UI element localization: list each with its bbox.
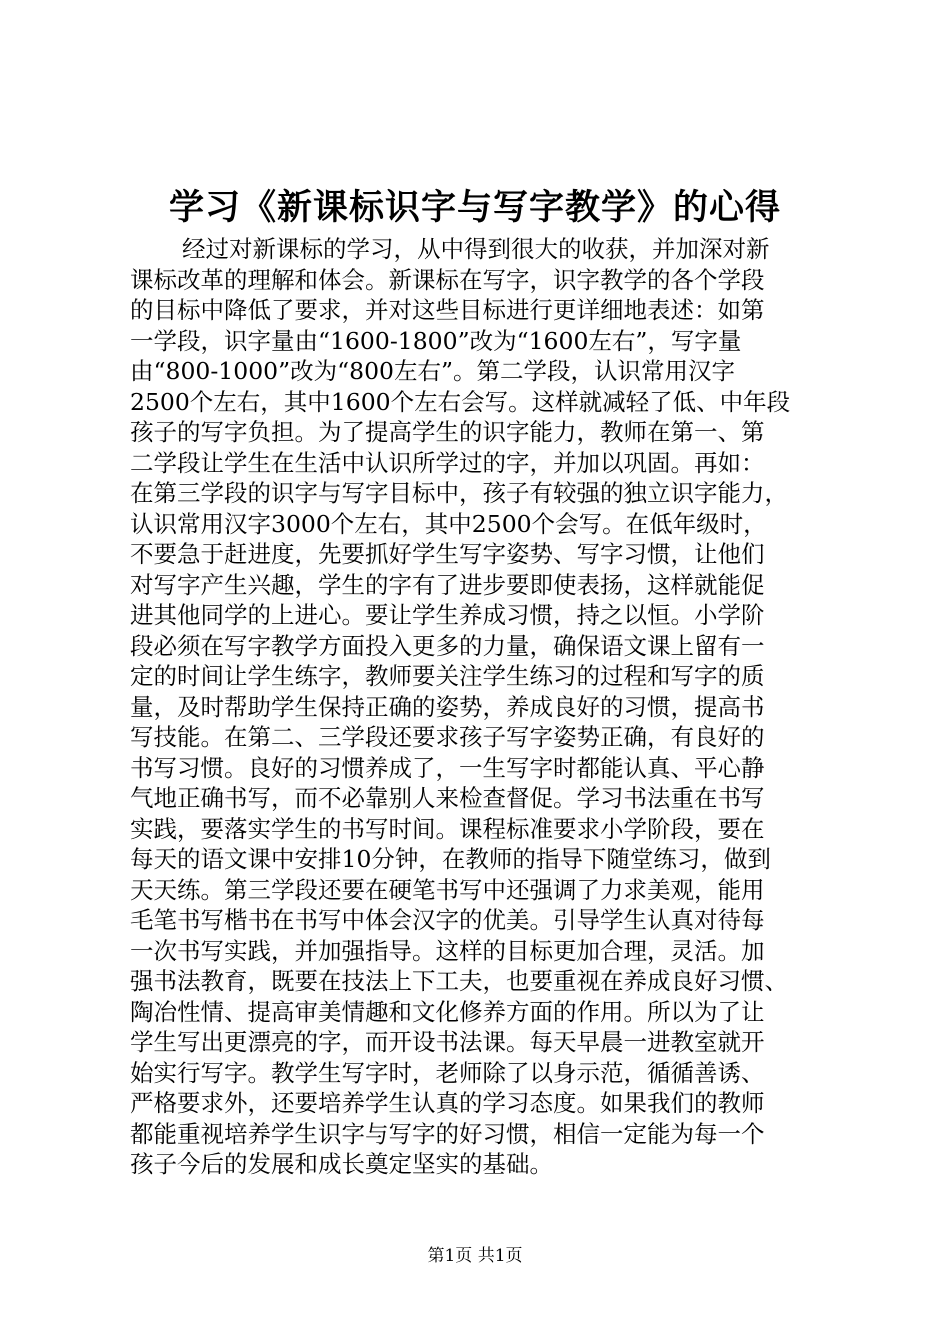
body-line: 始实行写字。教学生写字时，老师除了以身示范，循循善诱、 (130, 1058, 765, 1087)
body-line: 陶冶性情、提高审美情趣和文化修养方面的作用。所以为了让 (130, 997, 765, 1026)
body-line: 段必须在写字教学方面投入更多的力量，确保语文课上留有一 (130, 631, 765, 660)
body-line: 二学段让学生在生活中认识所学过的字，并加以巩固。再如： (130, 448, 765, 477)
body-line: 在第三学段的识字与写字目标中，孩子有较强的独立识字能力， (130, 479, 788, 507)
body-line: 实践，要落实学生的书写时间。课程标准要求小学阶段，要在 (130, 814, 765, 843)
page-footer: 第1页 共1页 (427, 1246, 523, 1266)
body-line: 定的时间让学生练字，教师要关注学生练习的过程和写字的质 (130, 662, 765, 690)
body-line: 经过对新课标的学习，从中得到很大的收获，并加深对新 (182, 235, 770, 263)
body-line: 都能重视培养学生识字与写字的好习惯，相信一定能为每一个 (130, 1119, 765, 1148)
body-line: 进其他同学的上进心。要让学生养成习惯，持之以恒。小学阶 (130, 601, 765, 629)
body-line: 孩子的写字负担。为了提高学生的识字能力，教师在第一、第 (130, 418, 765, 446)
body-line: 课标改革的理解和体会。新课标在写字，识字教学的各个学段 (130, 265, 765, 294)
body-line: 学生写出更漂亮的字，而开设书法课。每天早晨一进教室就开 (130, 1028, 765, 1056)
body-line: 孩子今后的发展和成长奠定坚实的基础。 (130, 1150, 553, 1178)
body-line: 一次书写实践，并加强指导。这样的目标更加合理，灵活。加 (130, 936, 765, 965)
body-line: 一学段，识字量由“1600-1800”改为“1600左右”，写字量 (130, 326, 742, 355)
body-line: 认识常用汉字3000个左右，其中2500个会写。在低年级时， (130, 509, 767, 538)
body-line: 2500个左右，其中1600个左右会写。这样就减轻了低、中年段 (130, 387, 791, 416)
body-line: 书写习惯。良好的习惯养成了，一生写字时都能认真、平心静 (130, 753, 765, 782)
document-title: 学习《新课标识字与写字教学》的心得 (168, 187, 781, 228)
body-line: 气地正确书写，而不必靠别人来检查督促。学习书法重在书写 (130, 784, 765, 812)
body-line: 严格要求外，还要培养学生认真的学习态度。如果我们的教师 (130, 1089, 765, 1117)
body-line: 毛笔书写楷书在书写中体会汉字的优美。引导学生认真对待每 (130, 906, 765, 934)
body-line: 不要急于赶进度，先要抓好学生写字姿势、写字习惯，让他们 (130, 540, 765, 568)
body-line: 每天的语文课中安排10分钟，在教师的指导下随堂练习，做到 (130, 845, 771, 873)
body-line: 强书法教育，既要在技法上下工夫，也要重视在养成良好习惯、 (130, 967, 788, 995)
body-line: 天天练。第三学段还要在硬笔书写中还强调了力求美观，能用 (130, 875, 765, 904)
body-line: 量，及时帮助学生保持正确的姿势，养成良好的习惯，提高书 (130, 692, 765, 721)
body-line: 写技能。在第二、三学段还要求孩子写字姿势正确，有良好的 (130, 723, 765, 751)
document-body (130, 234, 840, 1180)
body-line: 对写字产生兴趣，学生的字有了进步要即使表扬，这样就能促 (130, 570, 765, 599)
body-line: 由“800-1000”改为“800左右”。第二学段，认识常用汉字 (130, 357, 736, 385)
body-line: 的目标中降低了要求，并对这些目标进行更详细地表述：如第 (130, 296, 765, 324)
